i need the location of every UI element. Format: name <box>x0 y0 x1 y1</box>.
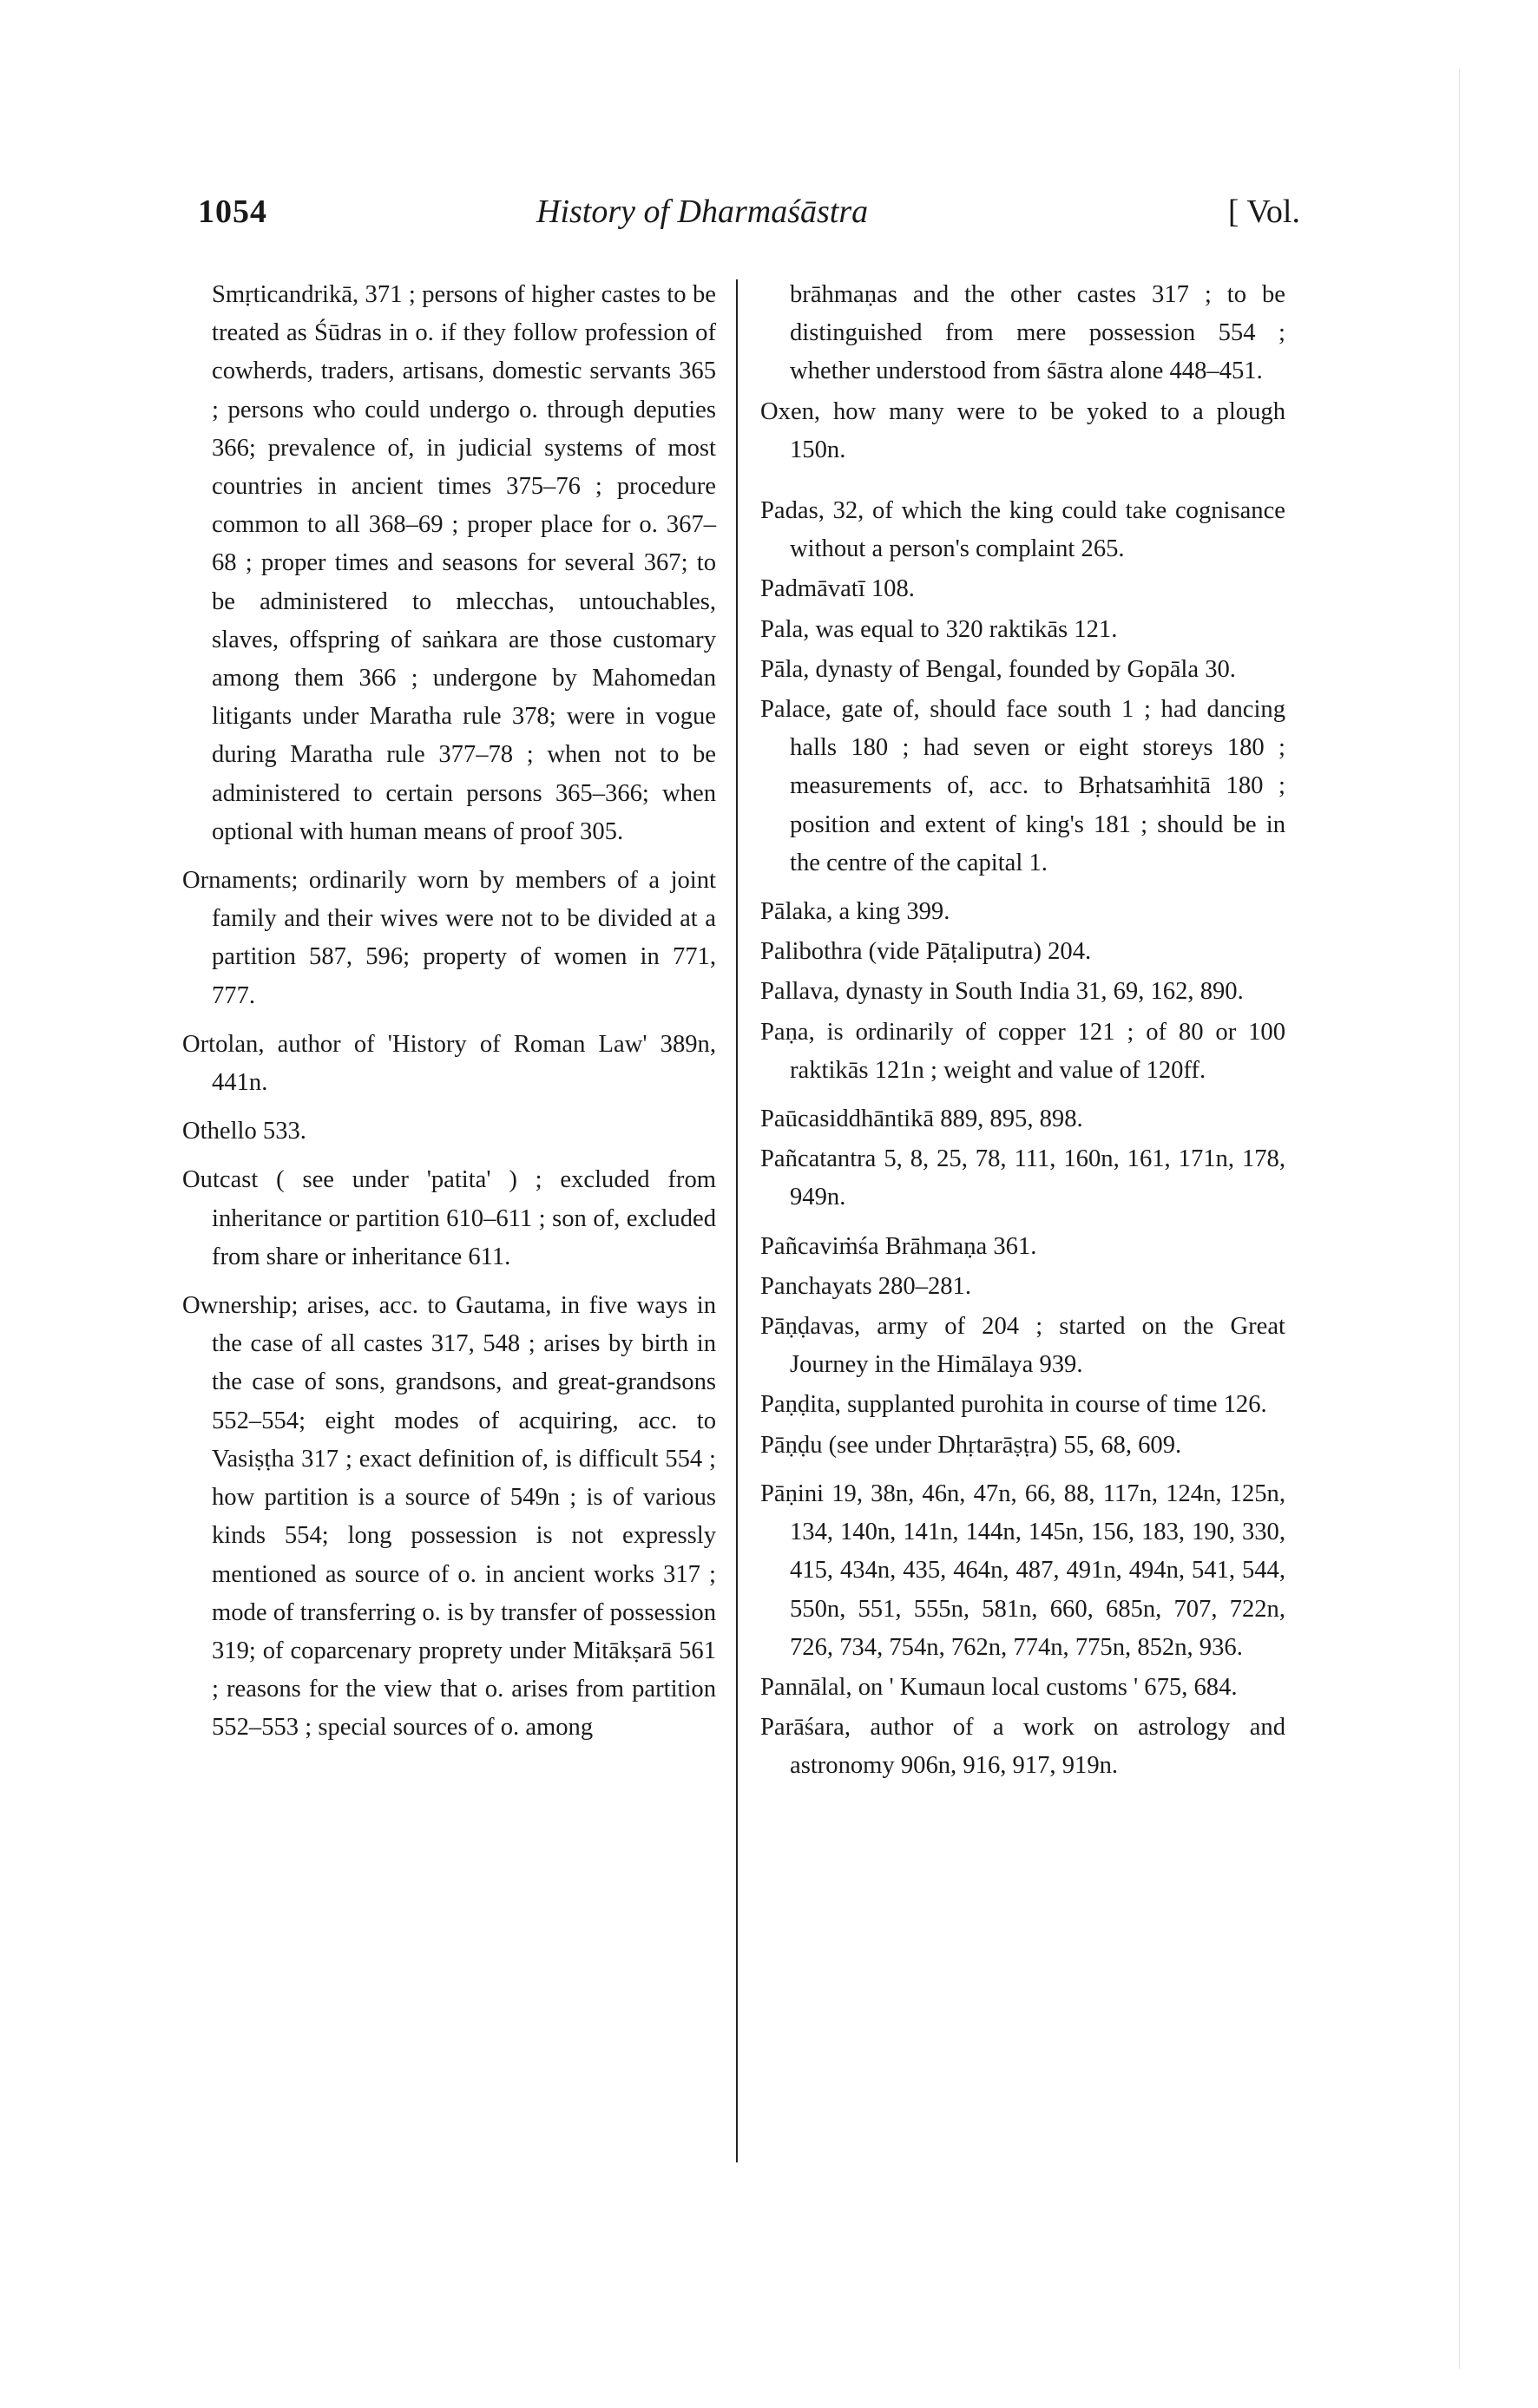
index-entry-ornaments: Ornaments; ordinarily worn by members of a joint family and their wives were not to be divided at a partition 587, 596; property of women in 771, 777. <box>182 867 716 1009</box>
index-entry-othello: Othello 533. <box>182 1118 306 1145</box>
index-entry-pandita: Paṇḍita, supplanted purohita in course of time 126. <box>760 1391 1267 1419</box>
index-entry-palace: Palace, gate of, should face south 1 ; had dancing halls 180 ; had seven or eight storeys 180 ; measurements of, acc. to Bṛhatsaṁhitā 180 ; position and extent of king's 181 ; should be in the centre of the capital 1. <box>760 696 1285 876</box>
running-title: History of Dharmaśāstra <box>536 194 869 230</box>
index-entry-pannalal: Pannālal, on ' Kumaun local customs ' 675, 684. <box>760 1673 1238 1701</box>
left-column <box>182 276 716 1758</box>
index-entry-ortolan: Ortolan, author of 'History of Roman Law' 389n, 441n. <box>182 1030 716 1097</box>
index-entry-panini: Pāṇini 19, 38n, 46n, 47n, 66, 88, 117n, 124n, 125n, 134, 140n, 141n, 144n, 145n, 156, 183, 190, 330, 415, 434n, 435, 464n, 487, 491n, 494n, 541, 544, 550n, 551, 555n, 581n, 660, 685n, 707, 722n, 726, 734, 754n, 762n, 774n, 775n, 852n, 936. <box>760 1480 1285 1661</box>
index-entry-outcast: Outcast ( see under 'patita' ) ; excluded from inheritance or partition 610–611 ; son of, excluded from share or inheritance 611. <box>182 1166 716 1270</box>
index-entry-ordeal-continued: Smṛticandrikā, 371 ; persons of higher castes to be treated as Śūdras in o. if they follow profession of cowherds, traders, artisans, domestic servants 365 ; persons who could undergo o. through deputies 366; prevalence of, in judicial systems of most countries in ancient times 375–76 ; procedure common to all 368–69 ; proper place for o. 367–68 ; proper times and seasons for several 367; to be administered to mlecchas, untouchables, slaves, offspring of saṅkara are those customary among them 366 ; undergone by Mahomedan litigants under Maratha rule 378; were in vogue during Maratha rule 377–78 ; when not to be administered to certain persons 365–366; when optional with human means of proof 305. <box>212 281 716 845</box>
right-column <box>760 276 1285 1788</box>
scan-edge-line <box>1459 69 1460 2369</box>
column-divider <box>736 279 738 2162</box>
index-entry-pala-dynasty: Pāla, dynasty of Bengal, founded by Gopāla 30. <box>760 655 1236 683</box>
page-header <box>198 193 1300 245</box>
index-entry-panchayats: Panchayats 280–281. <box>760 1272 972 1300</box>
index-entry-oxen: Oxen, how many were to be yoked to a plough 150n. <box>760 397 1285 463</box>
index-entry-palaka: Pālaka, a king 399. <box>760 898 950 926</box>
index-entry-ownership: Ownership; arises, acc. to Gautama, in five ways in the case of all castes 317, 548 ; arises by birth in the case of sons, grandsons, and great-grandsons 552–554; eight modes of acquiring, acc. to Vasiṣṭha 317 ; exact definition of, is difficult 554 ; how partition is a source of 549n ; is of various kinds 554; long possession is not expressly mentioned as source of o. in ancient works 317 ; mode of transferring o. is by transfer of possession 319; of coparcenary proprety under Mitākṣarā 561 ; reasons for the view that o. arises from partition 552–553 ; special sources of o. among <box>182 1292 716 1742</box>
index-entry-pandu: Pāṇḍu (see under Dhṛtarāṣṭra) 55, 68, 609. <box>760 1431 1182 1459</box>
index-entry-pana: Paṇa, is ordinarily of copper 121 ; of 80 or 100 raktikās 121n ; weight and value of 120ff. <box>760 1018 1285 1084</box>
index-entry-pandavas: Pāṇḍavas, army of 204 ; started on the Great Journey in the Himālaya 939. <box>760 1313 1285 1379</box>
index-entry-palibothra: Palibothra (vide Pāṭaliputra) 204. <box>760 938 1092 966</box>
index-entry-pancasiddhantika: Paūcasiddhāntikā 889, 895, 898. <box>760 1106 1083 1133</box>
index-entry-parasara: Parāśara, author of a work on astrology and astronomy 906n, 916, 917, 919n. <box>760 1714 1285 1780</box>
index-entry-padas: Padas, 32, of which the king could take cognisance without a person's complaint 265. <box>760 497 1285 563</box>
index-entry-pallava: Pallava, dynasty in South India 31, 69, 162, 890. <box>760 978 1244 1006</box>
index-entry-ownership-continued: brāhmaṇas and the other castes 317 ; to be distinguished from mere possession 554 ; whether understood from śāstra alone 448–451. <box>790 281 1285 385</box>
index-entry-pancavimsa-brahmana: Pañcaviṁśa Brāhmaṇa 361. <box>760 1232 1037 1260</box>
index-entry-pancatantra: Pañcatantra 5, 8, 25, 78, 111, 160n, 161, 171n, 178, 949n. <box>760 1145 1285 1211</box>
index-entry-padmavati: Padmāvatī 108. <box>760 575 915 603</box>
volume-label: [ Vol. <box>1227 194 1300 230</box>
index-entry-pala-weight: Pala, was equal to 320 raktikās 121. <box>760 615 1118 643</box>
page-number: 1054 <box>198 194 267 230</box>
